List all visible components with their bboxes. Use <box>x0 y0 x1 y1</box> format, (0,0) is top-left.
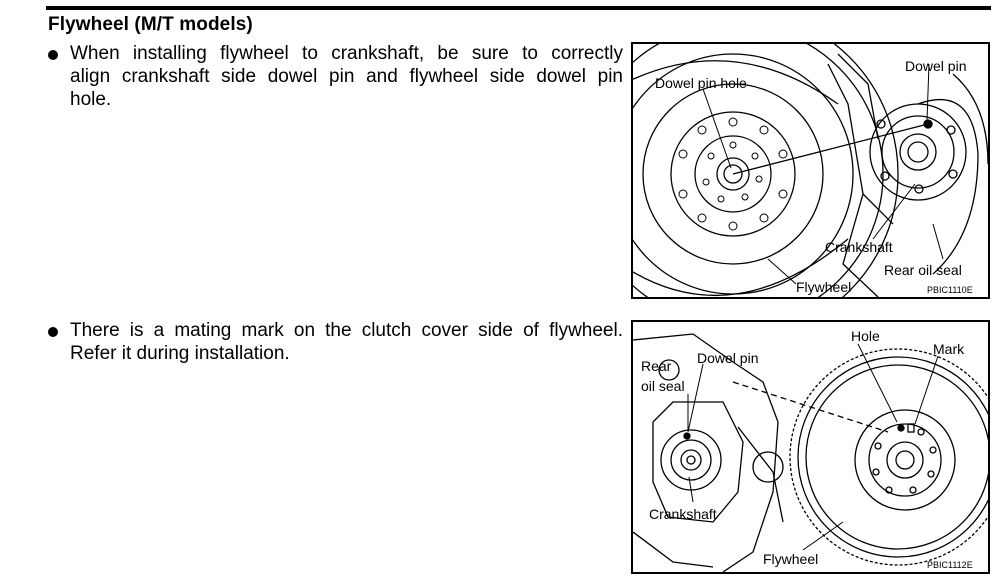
label-flywheel: Flywheel <box>796 279 852 295</box>
bullet-line: There is a mating mark on the clutch cover side of flywheel. <box>70 320 623 341</box>
bullet-line: When installing flywheel to crankshaft, be sure to correctly <box>70 43 623 64</box>
label-dowel-pin: Dowel pin <box>697 350 759 366</box>
label-flywheel: Flywheel <box>763 551 819 567</box>
bullet-line: Refer it during installation. <box>70 343 290 364</box>
illustration-flywheel-crankshaft <box>633 44 988 297</box>
bullet-line: hole. <box>70 89 112 110</box>
figure-flywheel-dowel-pin <box>631 42 990 299</box>
label-hole: Hole <box>851 328 880 344</box>
figure-flywheel-mating-mark <box>631 320 990 574</box>
label-crankshaft: Crankshaft <box>825 239 893 255</box>
label-dowel-pin: Dowel pin <box>905 58 967 74</box>
illustration-flywheel-mark <box>633 322 988 572</box>
label-crankshaft: Crankshaft <box>649 506 717 522</box>
figure-code: PBIC1110E <box>927 285 973 295</box>
label-mark: Mark <box>933 341 965 357</box>
label-dowel-pin-hole: Dowel pin hole <box>655 75 747 91</box>
label-rear-oil-seal: Rear oil seal <box>884 262 962 278</box>
top-rule <box>46 6 991 10</box>
bullet-dot <box>48 327 58 337</box>
bullet-line: align crankshaft side dowel pin and flywheel side dowel pin <box>70 66 623 87</box>
section-title: Flywheel (M/T models) <box>48 14 253 35</box>
label-oil-seal-line2: oil seal <box>641 378 685 394</box>
bullet-dot <box>48 50 58 60</box>
label-rear-line1: Rear <box>641 358 672 374</box>
figure-code: PBIC1112E <box>927 560 973 570</box>
